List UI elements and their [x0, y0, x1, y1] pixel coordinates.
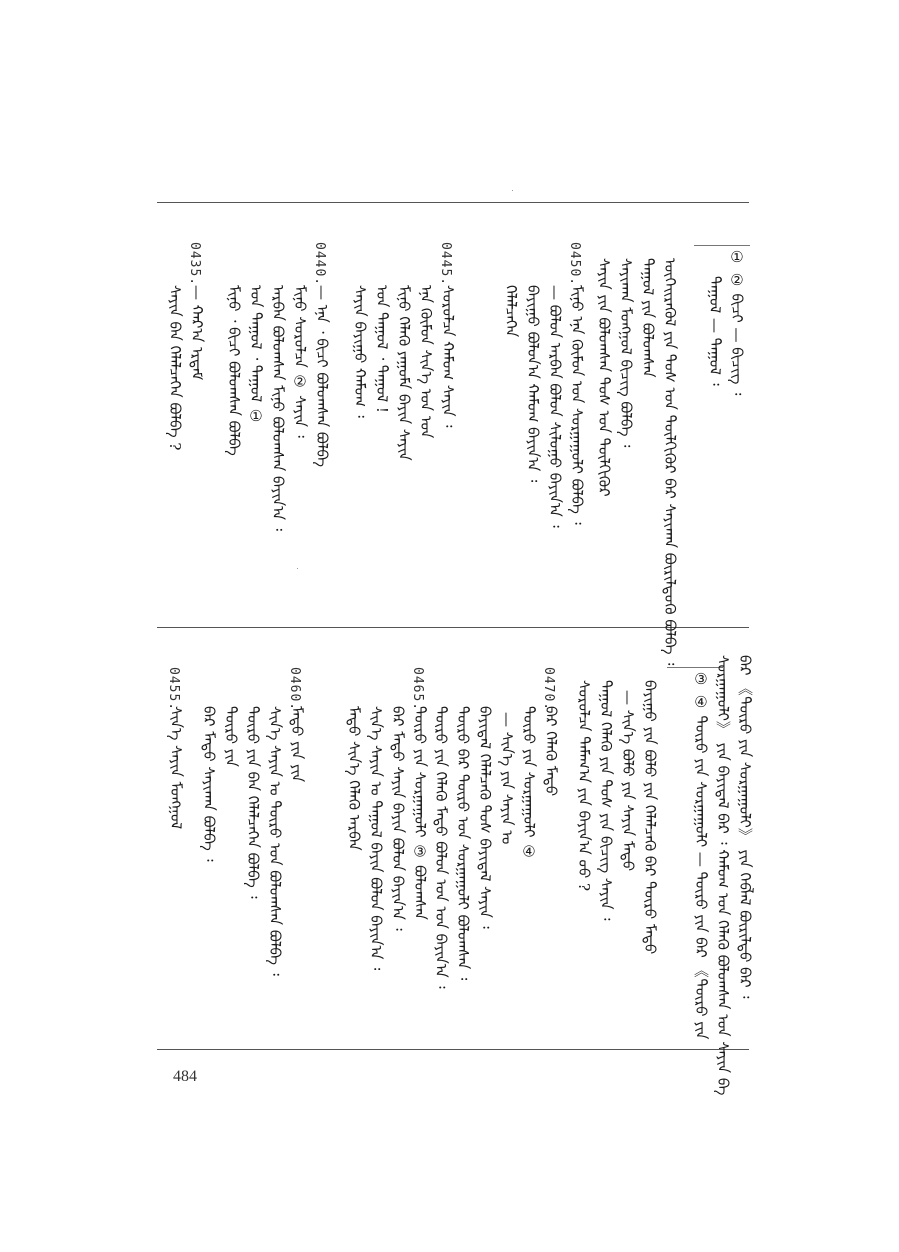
text-line: ᠰᠠᠶᠢᠬᠠᠨ ᠮᠣᠩᠭᠤᠯ ᠪᠢᠴᠢᠭ ᠪᠣᠯᠪᠠ ᠄ — [617, 258, 635, 448]
text-line: ᠰᠠᠶᠢᠨ ᠪᠠᠶᠢᠭᠤ ᠬᠠᠮᠤᠭ ᠄ — [351, 285, 369, 418]
entry-number: 0465. — [410, 667, 425, 712]
text-line: ᠤᠨ ᠲᠠᠭᠤᠯ ᠂ ᠲᠠᠭᠤᠯ ① — [247, 285, 265, 425]
text-line: ᠲᠦᠷᠦ ᠶᠢᠨ — [222, 706, 240, 767]
text-line: ᠪᠠᠶᠢᠭᠤ ᠶᠢᠨ ᠪᠣᠯᠤ ᠶᠢᠨ ᠬᠡᠯᠡᠯᠴᠡᠬᠦ ᠪᠠᠷ ᠲᠦᠷᠦ ᠮᠠᠲᠤ — [641, 680, 659, 955]
text-line: ᠰᠢᠨ᠎ᠡ ᠰᠠᠶᠢᠨ ᠮᠣᠩᠭᠤᠯ — [167, 706, 185, 830]
text-line: ᠰᠠᠶᠢᠨ ᠪᠠᠨ ᠬᠡᠯᠡᠯᠴᠡᠭᠡᠨ ᠪᠣᠯᠪᠠ ? — [166, 285, 184, 451]
top-rule — [157, 202, 749, 203]
text-line: ᠪᠠᠷ ᠬᠡᠯᠡᠬᠦ ᠮᠠᠲᠤ — [542, 706, 560, 797]
text-line: ᠤᠨ ᠲᠠᠭᠤᠯ ᠂ ᠲᠠᠭᠤᠯ ! — [373, 285, 391, 413]
text-line: ᠬᠡᠯᠡᠯᠴᠡᠭᠡᠨ — [502, 285, 520, 338]
text-line: ᠦᠭᠡᠢᠷᠡᠭᠦᠯ ᠶᠢᠨ ᠲᠤᠰ ᠤᠨ ᠲᠦᠯᠬᠢᠭᠦᠷ ᠪᠠᠷ ᠰᠠᠶᠢᠬᠠᠨ ᠪᠦᠷᠢᠯᠳᠦᠬᠦ ᠪᠣᠯᠪᠠ ᠄ — [661, 258, 679, 666]
text-line: — ᠪᠣᠯᠤᠨ ᠠᠷᠪᠠᠨ ᠪᠣᠯᠤᠨ ᠰᠢᠯᠤᠭᠤ ᠪᠠᠶᠢᠨ᠎ᠠ ᠄ — [546, 285, 564, 528]
scan-speck — [512, 190, 513, 191]
page-number: 484 — [173, 1068, 197, 1085]
text-line: ᠪᠠᠷ ᠮᠠᠲᠤ ᠰᠠᠶᠢᠬᠠᠨ ᠪᠣᠯᠪᠠ ᠄ — [200, 706, 218, 862]
head-line: ③ ④ ᠲᠦᠷᠦ ᠶᠢᠨ ᠰᠤᠷᠭᠠᠭᠤᠯᠢ — ᠲᠦᠷᠦ ᠶᠢᠨ ᠪᠠᠷ 《ᠲᠦᠷᠦ ᠶᠢᠨ — [692, 670, 710, 1040]
text-line: ᠲᠦᠷᠦ ᠶᠢᠨ ᠰᠤᠷᠭᠠᠭᠤᠯᠢ ④ — [520, 706, 538, 861]
top-panel-footnote-rule — [694, 245, 750, 246]
text-line: ᠪᠠᠶᠢᠳᠠᠯ ᠬᠡᠯᠡᠯᠴᠡᠬᠦ ᠲᠤᠰ ᠪᠠᠶᠢᠳᠠᠯ ᠰᠠᠶᠢᠨ ᠄ — [476, 706, 494, 929]
text-line: — ᠡᠨᠡ ᠂ ᠪᠢᠴᠢ ᠪᠣᠯᠤᠭᠰᠠᠨ ᠪᠣᠯᠪᠠ — [313, 285, 331, 468]
text-line: ᠮᠢᠨᠤ ᠂ ᠪᠢᠴᠢ ᠪᠣᠯᠤᠭᠰᠠᠨ ᠪᠣᠯᠪᠠ — [225, 285, 243, 456]
text-line: ᠰᠢᠨ᠎ᠡ ᠰᠠᠶᠢᠨ ᠤ ᠲᠦᠷᠦ ᠤᠨ ᠪᠣᠯᠤᠭᠰᠠᠨ ᠪᠣᠯᠪᠠ ᠄ — [266, 706, 284, 976]
text-line: ᠰᠢᠨ᠎ᠡ ᠰᠠᠶᠢᠨ ᠤ ᠲᠠᠭᠤᠯ ᠪᠠᠶᠢᠨ ᠪᠣᠯᠤᠨ ᠪᠠᠶᠢᠨ᠎ᠠ ᠄ — [367, 706, 385, 971]
text-line: ᠰᠤᠷᠤᠯᠴᠠ ᠬᠠᠮᠤᠭ ᠰᠠᠶᠢᠨ ᠄ — [439, 285, 457, 428]
text-line: ᠳᠠᠭᠤᠯ ᠬᠡᠯᠡᠬᠦ ᠶᠢᠨ ᠲᠤᠰ ᠶᠢᠨ ᠪᠢᠴᠢᠭ ᠰᠠᠶᠢᠨ ᠄ — [597, 680, 615, 921]
text-line: ᠮᠠᠲᠤ ᠶᠢᠨ ᠶᠢᠨ — [288, 706, 306, 783]
text-line: ᠲᠦᠷᠦ ᠪᠠᠷ ᠲᠦᠷᠦ ᠤᠨ ᠰᠤᠷᠭᠠᠭᠤᠯᠢ ᠪᠣᠯᠤᠭᠰᠠᠨ ᠄ — [454, 706, 472, 981]
text-line: ᠮᠢᠨᠤ ᠰᠤᠷᠤᠯᠴᠠ ② ᠰᠠᠶᠢᠨ ᠄ — [291, 285, 309, 438]
text-line: ᠰᠠᠶᠢᠨ ᠶᠢᠨ ᠪᠣᠯᠤᠭᠰᠠᠨ ᠲᠤᠰ ᠤᠨ ᠲᠦᠯᠬᠢᠭᠦᠷ — [595, 258, 613, 497]
text-line: ᠪᠠᠶᠢᠭᠤ ᠪᠣᠯᠤᠨ᠎ᠠ ᠬᠠᠮᠤᠭ ᠪᠠᠶᠢᠨ᠎ᠠ ᠄ — [524, 285, 542, 483]
bottom-rule — [157, 1049, 749, 1050]
text-line: ᠠᠷᠪᠠᠨ ᠪᠣᠯᠤᠭᠰᠠᠨ ᠮᠢᠨᠤ ᠪᠣᠯᠤᠭᠰᠠᠨ ᠪᠠᠶᠢᠨ᠎ᠠ ᠄ — [269, 285, 287, 531]
text-line: ᠡᠨᠡ ᠬᠦᠮᠦᠨ ᠰᠢᠨ᠎ᠡ ᠤᠨ ᠤᠨ — [417, 285, 435, 439]
text-line: ᠲᠦᠷᠦ ᠶᠢᠨ ᠰᠤᠷᠭᠠᠭᠤᠯᠢ ③ ᠪᠣᠯᠤᠭᠰᠠᠨ — [411, 706, 429, 920]
entry-number: 0450. — [567, 242, 582, 287]
scan-speck — [297, 568, 298, 569]
text-line: ᠰᠤᠷᠤᠯᠴᠠ ᠲᠠᠮᠠᠭ᠎ᠠ ᠶᠢᠨ ᠪᠠᠶᠢᠨ᠎ᠠ ᠤᠤ ? — [575, 680, 593, 892]
text-line: ᠲᠦᠷᠦ ᠶᠢᠨ ᠪᠠᠨ ᠬᠡᠯᠡᠯᠴᠡᠭᠡᠨ ᠪᠣᠯᠪᠠ ᠄ — [244, 706, 262, 899]
text-line: — ᠬᠠᠷ᠎ᠠ ᠡᠷᠳᠡᠮ — [188, 285, 206, 381]
footnote-line: ᠲᠠᠭᠤᠯ — ᠲᠠᠭᠤᠯ ᠄ — [706, 276, 724, 386]
footnote-line: ① ② ᠪᠢᠴᠢ — ᠪᠢᠴᠢᠭ ᠄ — [728, 248, 746, 396]
text-line: — ᠰᠢᠨ᠎ᠡ ᠶᠢᠨ ᠰᠠᠶᠢᠨ ᠤ — [498, 712, 516, 845]
head-line: ᠰᠤᠷᠭᠠᠭᠤᠯᠢ》 ᠶᠢᠨ ᠪᠠᠶᠢᠳᠠᠯ ᠪᠠᠷ ᠄ ᠬᠠᠮᠤᠭ ᠤᠨ ᠬᠡᠯᠡᠬᠦ ᠪᠣᠯᠤᠭᠰᠠᠨ ᠤᠨ ᠰᠠᠶᠢᠨ ᠪᠠ — [714, 655, 732, 1096]
entry-number: 0470. — [541, 667, 556, 712]
head-line: ᠪᠠᠷ 《ᠲᠦᠷᠦ ᠶᠢᠨ ᠰᠤᠷᠭᠠᠭᠤᠯᠢ》 ᠶᠢᠨ ᠬᠡᠪᠯᠡᠯ ᠪᠦᠷᠢᠯᠳᠦ ᠪᠠᠷ ᠄ — [736, 655, 754, 999]
text-line: ᠪᠠᠷ ᠮᠠᠲᠤ ᠰᠠᠶᠢᠨ ᠪᠠᠶᠢᠨ ᠪᠣᠯᠤᠨ ᠪᠠᠶᠢᠨ᠎ᠠ ᠄ — [389, 706, 407, 931]
entry-number: 0440. — [312, 242, 327, 287]
entry-number: 0460. — [287, 667, 302, 712]
text-line: ᠮᠢᠨᠤ ᠡᠨᠡ ᠬᠦᠮᠦᠨ ᠤᠨ ᠰᠤᠷᠭᠠᠭᠤᠯᠢ ᠪᠣᠯᠪᠠ ᠄ — [568, 285, 586, 525]
text-line: ᠮᠠᠲᠤ ᠰᠢᠨ᠎ᠡ ᠬᠡᠯᠡᠬᠦ ᠠᠷᠪᠠᠨ — [345, 706, 363, 851]
text-line: ᠮᠢᠨᠤ ᠬᠡᠯᠡᠬᠦ ᠶᠠᠭᠤᠮᠠ ᠪᠠᠶᠢᠨ ᠰᠠᠶᠢᠨ — [395, 285, 413, 461]
text-line: ᠲᠦᠷᠦ ᠶᠢᠨ ᠬᠡᠯᠡᠬᠦ ᠮᠠᠲᠤ ᠪᠣᠯᠤᠨ ᠤᠨ ᠤᠨ ᠪᠠᠶᠢᠨ᠎ᠠ ᠄ — [432, 706, 450, 989]
entry-number: 0445. — [438, 242, 453, 287]
entry-number: 0455. — [166, 667, 181, 712]
entry-number: 0435. — [187, 242, 202, 287]
text-line: — ᠰᠢᠨ᠎ᠡ ᠪᠣᠯᠤ ᠶᠢᠨ ᠰᠠᠶᠢᠨ ᠮᠠᠲᠤ — [619, 690, 637, 872]
text-line: ᠳᠠᠭᠤᠯ ᠶᠢᠨ ᠪᠣᠯᠤᠭᠰᠠᠨ — [639, 258, 657, 378]
